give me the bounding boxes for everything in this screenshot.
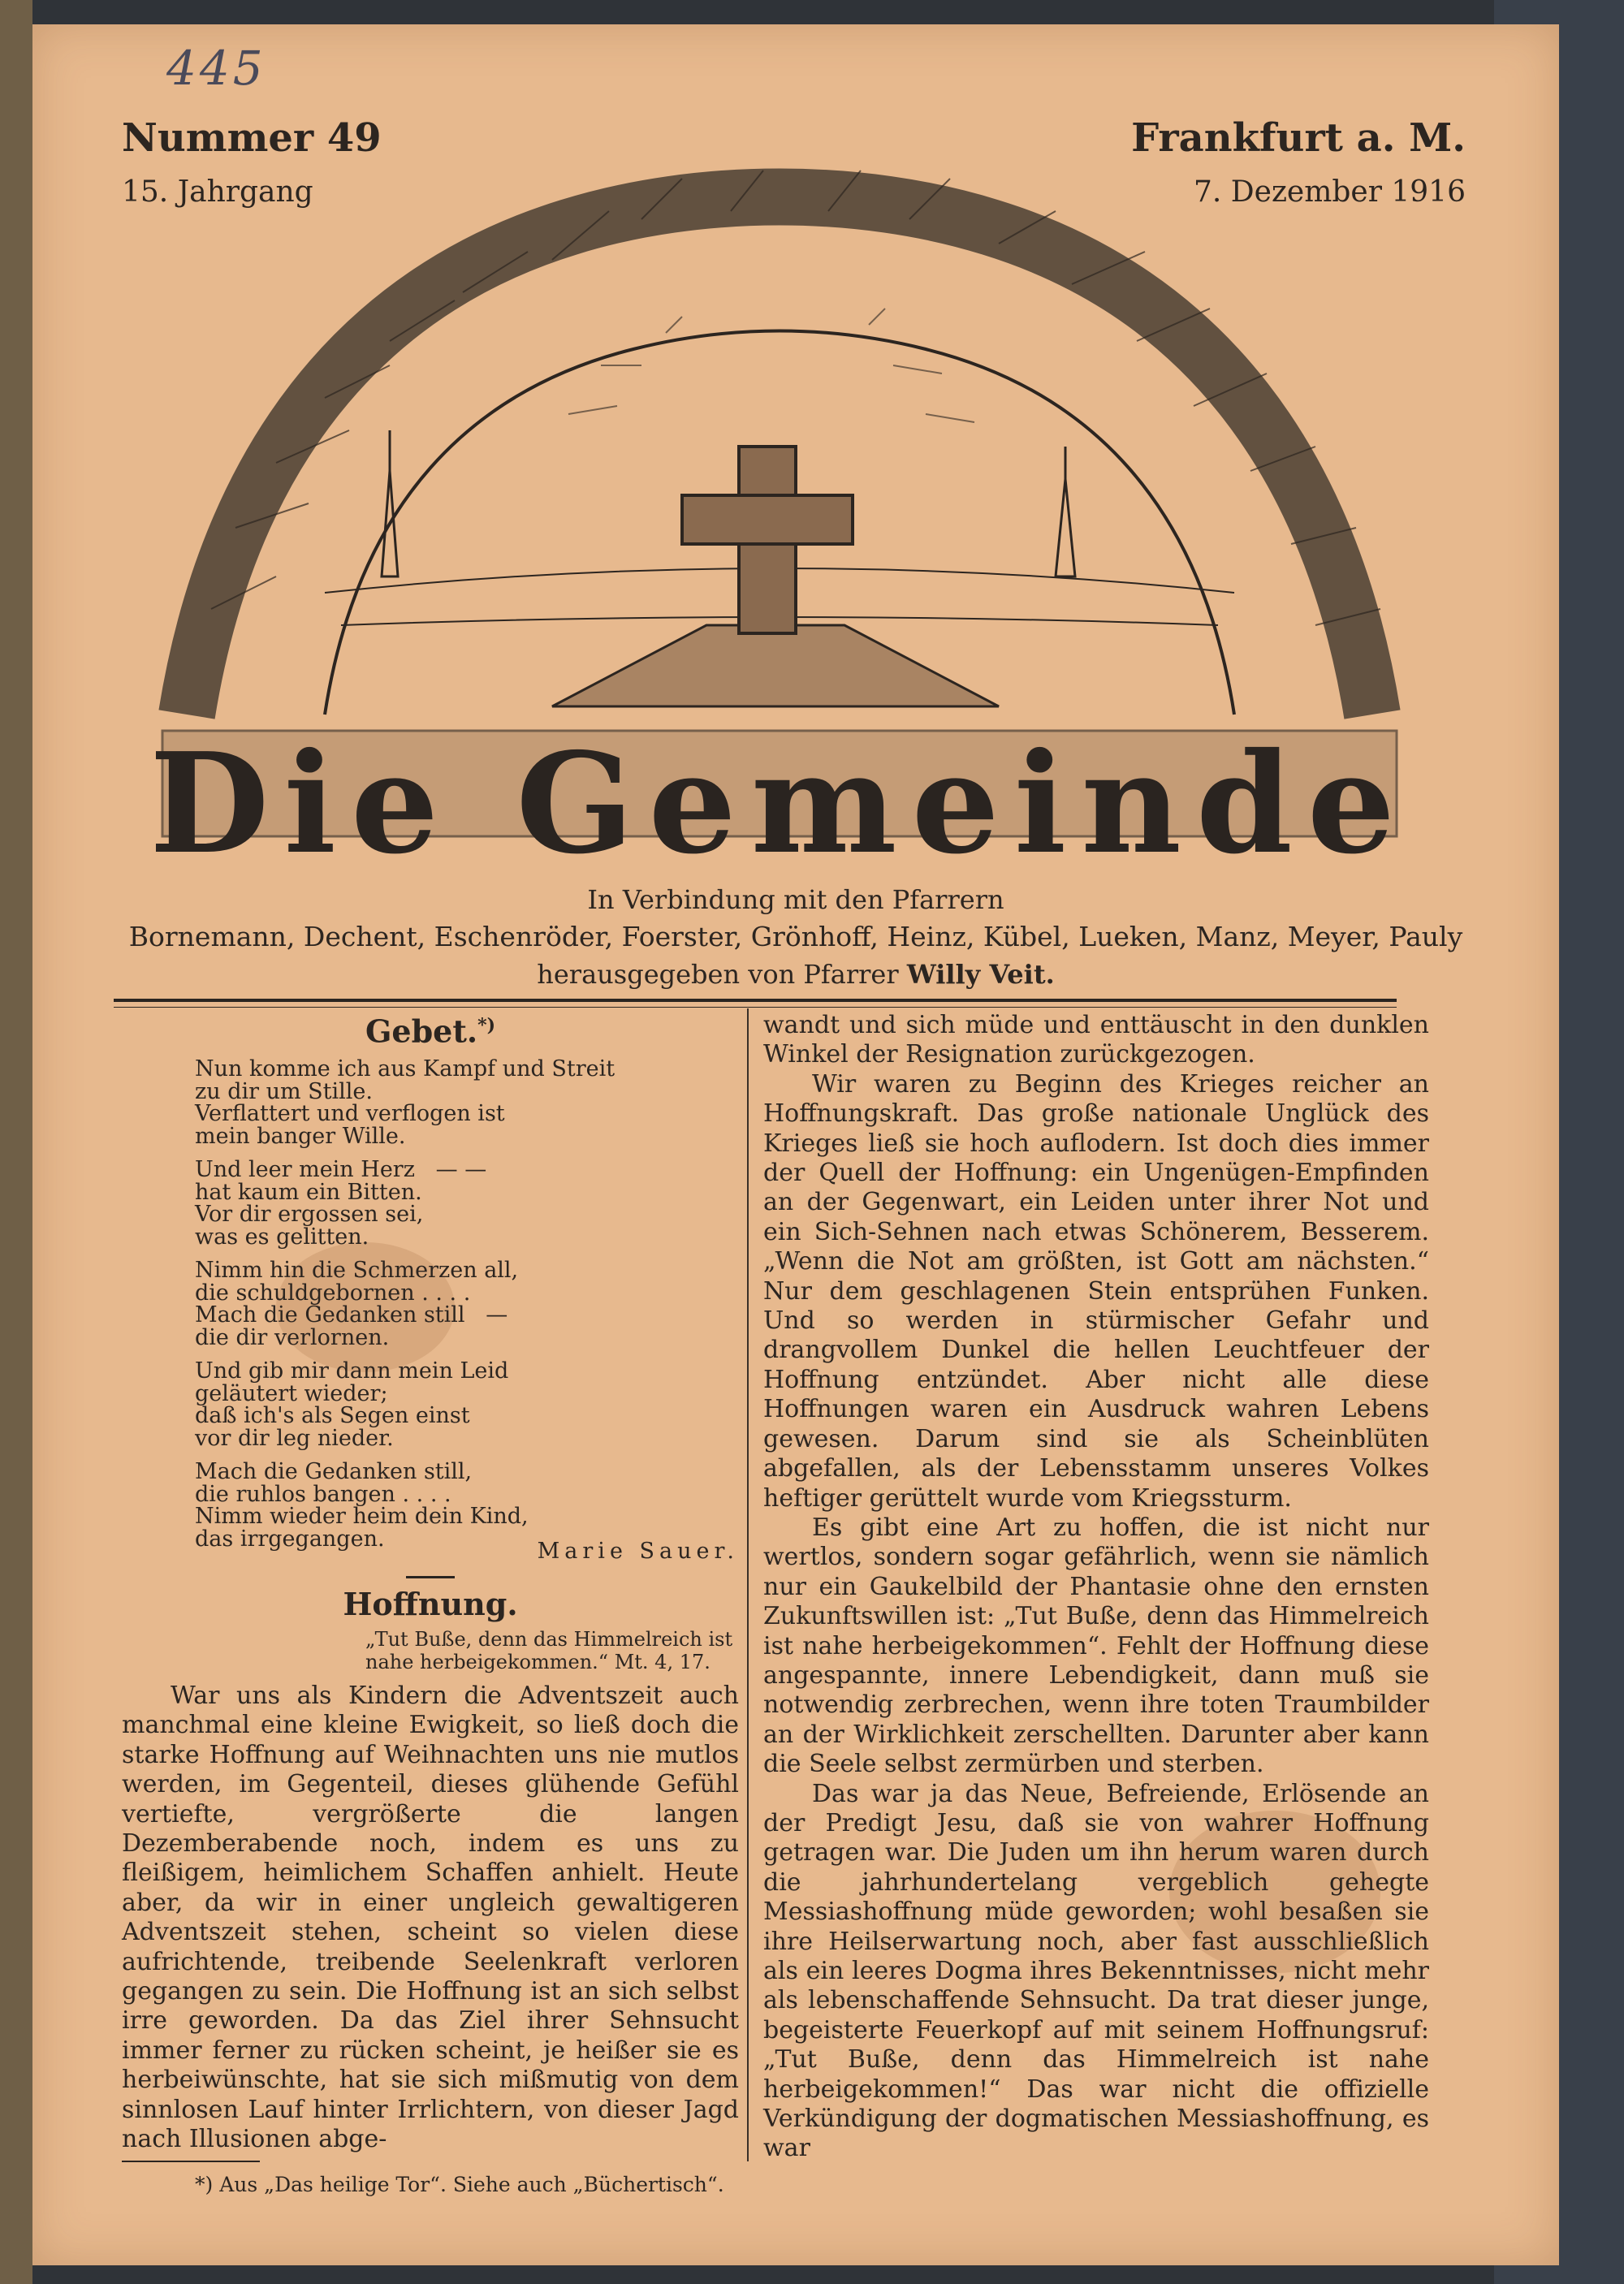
section-divider [406,1576,455,1578]
motto-line: „Tut Buße, denn das Himmelreich ist [365,1627,733,1651]
header-rule [114,999,1397,1008]
newspaper-page [32,24,1559,2265]
editor-line [32,956,1559,993]
poem-line: Mach die Gedanken still — [195,1302,508,1328]
editor-prefix: herausgegeben von Pfarrer [537,959,907,990]
volume-label: 15. Jahrgang [122,175,313,209]
editors-intro: In Verbindung mit den Pfarrern [587,884,1004,915]
poem-line: Nimm hin die Schmerzen all, [195,1258,519,1284]
poem-author: Marie Sauer. [537,1539,739,1565]
column-divider [747,1008,749,2161]
issue-date: 7. Dezember 1916 [1194,175,1466,209]
publication-place: Frankfurt a. M. [1131,115,1466,161]
footnote-rule [122,2161,260,2162]
poem-line: die schuldgebornen . . . . [195,1280,471,1306]
poem-line: Nun komme ich aus Kampf und Streit [195,1056,615,1082]
issue-number: Nummer 49 [122,115,382,161]
masthead-illustration [114,122,1445,885]
poem-line: das irrgegangen. [195,1526,385,1552]
poem-line: Vor dir ergossen sei, [195,1202,424,1228]
poem-line: mein banger Wille. [195,1123,406,1149]
editor-name: Willy Veit. [906,959,1055,990]
article-motto [365,1628,739,1673]
article-paragraph: wandt und sich müde und enttäuscht in den dunklen Winkel der Resignation zurückgezogen. [763,1011,1429,1069]
poem-stanza [195,1159,739,1248]
poem-stanza [195,1259,739,1349]
article-paragraph: Es gibt eine Art zu hoffen, die ist nicht nur wertlos, sondern sogar gefährlich, wenn sie nämlich nur ein Gaukelbild der Phantasie ohne den ernsten Zukunftswillen ist: „Tut Buße, denn das Himmelreich ist nahe herbeigekommen“. Fehlt der Hoffnung diese angespannte, innere Lebendigkeit, dann muß sie notwendig zerbrechen, wenn ihre toten Traumbilder an der Wirklichkeit zerschellten. Darunter aber kann die Seele selbst zermürben und sterben. [763,1513,1429,1779]
poem-line: was es gelitten. [195,1224,369,1250]
poem-line: Verflattert und verflogen ist [195,1101,505,1127]
poem-line: daß ich's als Segen einst [195,1403,470,1429]
masthead-title: Die Gemeinde [149,723,1410,885]
article-paragraph: Das war ja das Neue, Befreiende, Erlösende an der Predigt Jesu, daß sie von wahrer Hoffnung getragen war. Die Juden um ihn herum waren durch die jahrhundertelang vergeblich gehegte Messiashoffnung müde geworden; wohl besaßen sie ihre Heilserwartung noch, aber fast ausschließlich als ein leeres Dogma ihres Bekenntnisses, nicht mehr als lebenschaffende Sehnsucht. Da trat dieser junge, begeisterte Feuerkopf auf mit seinem Hoffnungsruf: „Tut Buße, denn das Himmelreich ist nahe herbeigekommen!“ Das war nicht die offizielle Verkündigung der dogmatischen Messiashoffnung, es war [763,1779,1429,2163]
poem-line: hat kaum ein Bitten. [195,1179,422,1205]
article-paragraph: Wir waren zu Beginn des Krieges reicher an Hoffnungskraft. Das große nationale Unglück des Krieges ließ sie hoch auflodern. Ist doch dies immer der Quell der Hoffnung: ein Ungenügen-Empfinden an der Gegenwart, ein Leiden unter ihrer Not und ein Sich-Sehnen nach etwas Schönerem, Besserem. „Wenn die Not am größten, ist Gott am nächsten.“ Nur dem geschlagenen Stein entsprühen Funken. Und so werden in stürmischer Gefahr und drangvollem Dunkel die hellen Leuchtfeuer der Hoffnung entzündet. Aber nicht alle diese Hoffnungen waren ein Ausdruck wahren Lebens gewesen. Darum sind sie als Scheinblüten abgefallen, als der Lebensstamm unseres Volkes heftiger gerüttelt wurde vom Kriegssturm. [763,1069,1429,1513]
handwritten-page-number: 445 [166,41,266,96]
poem-title [122,1011,739,1050]
motto-line: nahe herbeigekommen.“ Mt. 4, 17. [365,1650,710,1673]
poem-stanza [195,1058,739,1147]
poem [195,1058,739,1550]
left-column [122,1011,739,2200]
poem-line: Mach die Gedanken still, [195,1459,473,1485]
poem-line: Nimm wieder heim dein Kind, [195,1504,529,1530]
poem-stanza [195,1360,739,1449]
poem-line: geläutert wieder; [195,1380,388,1406]
poem-line: Und leer mein Herz — — [195,1157,487,1183]
book-binding [0,0,32,2284]
footnote: *) Aus „Das heilige Tor“. Siehe auch „Büchertisch“. [195,2173,724,2197]
poem-line: die dir verlornen. [195,1324,390,1350]
article-title: Hoffnung. [343,1586,518,1623]
poem-line: zu dir um Stille. [195,1078,373,1104]
footnote-mark: *) [477,1015,496,1036]
right-column [763,1011,1429,2164]
poem-line: Und gib mir dann mein Leid [195,1358,509,1384]
editors-block [32,881,1559,993]
editors-names: Bornemann, Dechent, Eschenröder, Foerster, Grönhoff, Heinz, Kübel, Lueken, Manz, Meyer, Pauly [128,921,1463,952]
poem-line: vor dir leg nieder. [195,1425,394,1451]
article-paragraph: War uns als Kindern die Adventszeit auch manchmal eine kleine Ewigkeit, so ließ doch die starke Hoffnung auf Weihnachten uns nie mutlos werden, im Gegenteil, dieses glühende Gefühl vertiefte, vergrößerte die langen Dezemberabende noch, indem es uns zu fleißigem, heimlichem Schaffen anhielt. Heute aber, da wir in einer ungleich gewaltigeren Adventszeit stehen, scheint so vielen diese aufrichtende, treibende Seelenkraft verloren gegangen zu sein. Die Hoffnung ist an sich selbst irre geworden. Da das Ziel ihrer Sehnsucht immer ferner zu rücken scheint, je heißer sie es herbeiwünschte, hat sie sich mißmutig von dem sinnlosen Lauf hinter Irrlichtern, von dieser Jagd nach Illusionen abge- [122,1681,739,2153]
poem-line: die ruhlos bangen . . . . [195,1481,451,1507]
poem-title-text: Gebet. [365,1012,478,1050]
